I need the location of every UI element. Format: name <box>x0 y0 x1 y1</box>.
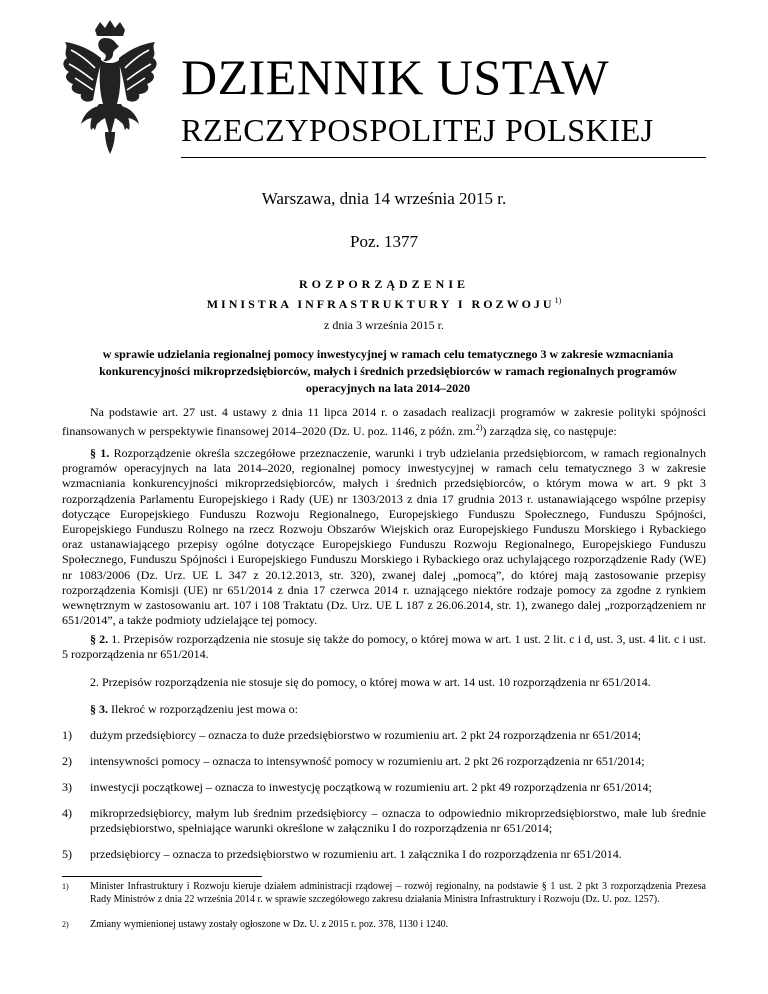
definition-item <box>62 847 706 862</box>
act-date: z dnia 3 września 2015 r. <box>324 318 444 332</box>
section-2-label: § 2. <box>90 632 109 646</box>
legal-basis-paragraph <box>62 405 706 439</box>
footnote <box>62 881 706 906</box>
act-issuer <box>0 296 768 312</box>
gazette-title: DZIENNIK USTAW <box>181 49 610 105</box>
definition-text: mikroprzedsiębiorcy, małym lub średnim przedsiębiorcy – oznacza to odpowiednio mikroprzedsiębiorstwo, małe lub średnie przedsiębiorstwo, spełniające warunki określone w załączniku I do rozporządzenia nr 651/2014; <box>90 806 706 836</box>
definition-text: przedsiębiorcy – oznacza to przedsiębiorstwo w rozumieniu art. 1 załącznika I do rozporządzenia nr 651/2014. <box>90 847 622 861</box>
footnote-number: 2) <box>62 920 69 929</box>
footnote-ref-1: 1) <box>554 296 562 305</box>
position-number: Poz. 1377 <box>350 232 418 251</box>
definition-text: inwestycji początkowej – oznacza to inwestycję początkową w rozumieniu art. 2 pkt 49 rozporządzenia nr 651/2014; <box>90 780 652 794</box>
section-2-paragraph-1 <box>62 632 706 662</box>
footnote-separator <box>62 876 262 877</box>
section-2-text-1: 1. Przepisów rozporządzenia nie stosuje się także do pomocy, o której mowa w art. 1 ust. 2 lit. c i d, ust. 3, ust. 4 lit. c i ust. 5 rozporządzenia nr 651/2014. <box>62 632 706 662</box>
section-2-paragraph-2 <box>62 675 706 690</box>
definition-item <box>62 754 706 769</box>
definition-number: 1) <box>62 728 72 742</box>
polish-eagle-emblem-icon <box>55 20 165 155</box>
masthead-rule <box>181 157 706 158</box>
definition-text: intensywności pomocy – oznacza to intensywność pomocy w rozumieniu art. 2 pkt 26 rozporządzenia nr 651/2014; <box>90 754 645 768</box>
definition-item <box>62 806 706 836</box>
section-1-text: Rozporządzenie określa szczegółowe przeznaczenie, warunki i tryb udzielania przedsiębiorcom, w ramach regionalnych programów operacyjnych na lata 2014–2020, regionalnej pomocy inwestycyjnej w ramach celu tematycznego 3 w zakresie wzmacniania konkurencyjności mikroprzedsiębiorców, małych i średnich przedsiębiorców, o którym mowa w art. 9 pkt 3 rozporządzenia Parlamentu Europejskiego i Rady (UE) nr 1303/2013 z dnia 17 grudnia 2013 r. ustanawiającego wspólne przepisy dotyczące Europejskiego Funduszu Rozwoju Regionalnego, Europejskiego Funduszu Społecznego, Funduszu Spójności, Europejskiego Funduszu Rolnego na rzecz Rozwoju Obszarów Wiejskich oraz Europejskiego Funduszu Morskiego i Rybackiego oraz ustanawiającego przepisy ogólne dotyczące Europejskiego Funduszu Rozwoju Regionalnego, Europejskiego Funduszu Społecznego, Funduszu Spójności i Europejskiego Funduszu Morskiego i Rybackiego oraz uchylającego rozporządzenie Rady (WE) nr 1083/2006 (Dz. Urz. UE L 347 z 20.12.2013, str. 320), zwanej dalej „pomocą”, do której mają zastosowanie przepisy rozporządzenia Komisji (UE) nr 651/2014 z dnia 17 czerwca 2014 r. uznającego niektóre rodzaje pomocy za zgodne z rynkiem wewnętrznym w zastosowaniu art. 107 i 108 Traktatu (Dz. Urz. UE L 187 z 26.06.2014, str. 1), zwanego dalej „rozporządzeniem nr 651/2014”, a także podmioty udzielające tej pomocy. <box>62 446 707 628</box>
section-1-label: § 1. <box>90 446 110 460</box>
publication-place-date: Warszawa, dnia 14 września 2015 r. <box>261 189 507 208</box>
section-3-label: § 3. <box>90 702 108 716</box>
act-issuer-text: MINISTRA INFRASTRUKTURY I ROZWOJU <box>206 297 555 311</box>
gazette-subtitle: RZECZYPOSPOLITEJ POLSKIEJ <box>181 112 654 148</box>
footnote-number: 1) <box>62 882 69 891</box>
section-2-text-2: 2. Przepisów rozporządzenia nie stosuje się do pomocy, o której mowa w art. 14 ust. 10 rozporządzenia nr 651/2014. <box>90 675 651 689</box>
act-type: ROZPORZĄDZENIE <box>298 277 470 291</box>
definition-number: 3) <box>62 780 72 794</box>
definition-number: 2) <box>62 754 72 768</box>
footnote <box>62 919 706 932</box>
legal-basis-text: Na podstawie art. 27 ust. 4 ustawy z dnia 11 lipca 2014 r. o zasadach realizacji programów w zakresie polityki spójności finansowanych w perspektywie finansowej 2014–2020 (Dz. U. poz. 1146, z późn. zm. <box>62 405 706 439</box>
footnote-text: Minister Infrastruktury i Rozwoju kieruje działem administracji rządowej – rozwój regionalny, na podstawie § 1 ust. 2 pkt 3 rozporządzenia Prezesa Rady Ministrów z dnia 22 września 2014 r. w sprawie szczegółowego zakresu działania Ministra Infrastruktury i Rozwoju (Dz. U. poz. 1257). <box>90 881 706 905</box>
section-3 <box>62 702 706 717</box>
definition-number: 4) <box>62 806 72 820</box>
legal-basis-text-end: ) zarządza się, co następuje: <box>482 424 617 439</box>
definition-item <box>62 780 706 795</box>
definition-text: dużym przedsiębiorcy – oznacza to duże przedsiębiorstwo w rozumieniu art. 2 pkt 24 rozporządzenia nr 651/2014; <box>90 728 642 742</box>
section-3-text: Ilekroć w rozporządzeniu jest mowa o: <box>108 702 298 716</box>
act-subject: w sprawie udzielania regionalnej pomocy inwestycyjnej w ramach celu tematycznego 3 w zakresie wzmacniania konkurencyjności mikroprzedsiębiorców, małych i średnich przedsiębiorców w ramach regionalnych programów operacyjnych na lata 2014–2020 <box>99 347 677 395</box>
section-1 <box>62 446 706 628</box>
footnote-ref-2: 2) <box>475 423 483 433</box>
definition-number: 5) <box>62 847 72 861</box>
footnote-text: Zmiany wymienionej ustawy zostały ogłoszone w Dz. U. z 2015 r. poz. 378, 1130 i 1240. <box>90 919 449 930</box>
definition-item <box>62 728 706 743</box>
